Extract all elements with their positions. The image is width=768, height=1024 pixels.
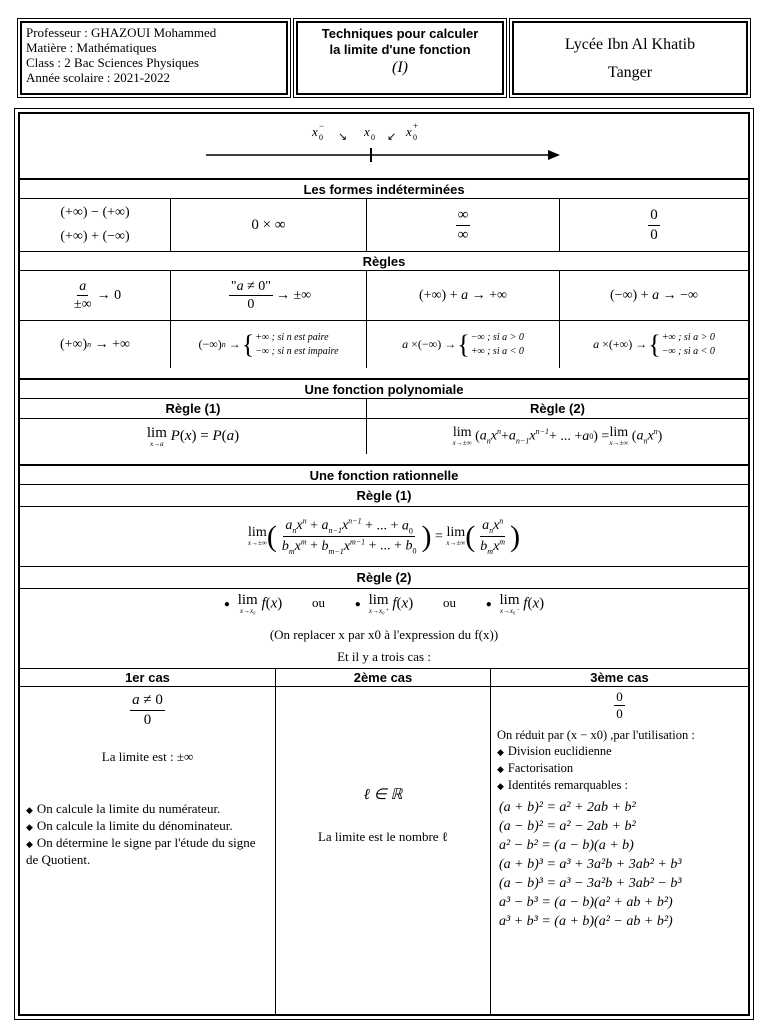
rational-rule-2-title: Règle (2) xyxy=(356,570,412,585)
form-infinity-over-infinity: $\frac{\infty}{\infty}$ xyxy=(366,199,559,251)
main-frame xyxy=(18,112,750,1016)
case-3-method-2: ◆ Factorisation xyxy=(497,761,574,775)
subject-label: Matière : Mathématiques xyxy=(26,40,157,55)
rule-minus-infinity-power-n: (−∞) n → { +∞ ; si n est paire −∞ ; si n est impaire xyxy=(170,321,366,368)
polynomial-rule-2-title: Règle (2) xyxy=(366,399,748,418)
identity-2: (a − b)² = a² − 2ab + b² xyxy=(499,819,636,834)
identities-list xyxy=(499,797,746,933)
title-line-1: Techniques pour calculer xyxy=(321,26,479,41)
identity-4: (a + b)³ = a³ + 3a²b + 3ab² + b³ xyxy=(499,857,682,872)
svg-text:0: 0 xyxy=(371,133,375,142)
polynomial-title-row xyxy=(20,378,748,398)
replace-note: (On replacer x par x0 à l'expression du f(x)) xyxy=(269,627,499,642)
cases-titles-row xyxy=(20,668,748,686)
case-2-panel xyxy=(275,687,490,1014)
rational-title: Une fonction rationnelle xyxy=(309,467,459,483)
svg-text:0: 0 xyxy=(319,133,323,142)
case-2-set: ℓ ∈ ℝ xyxy=(363,787,403,803)
rule-a-over-zero: $\frac{"a \ne 0"}{0}$ → ±∞ xyxy=(170,271,366,320)
three-cases-label: Et il y a trois cas : xyxy=(337,649,431,664)
svg-text:x: x xyxy=(406,124,412,139)
case-3-panel xyxy=(490,687,748,1014)
rule-a-times-minus-infinity: a ×(−∞) → { −∞ ; si a > 0 +∞ ; si a < 0 xyxy=(366,321,559,368)
case-1-limit: La limite est : ±∞ xyxy=(101,749,194,764)
form-infinity-difference: (+∞) − (+∞) (+∞) + (−∞) xyxy=(60,205,130,244)
case-2-title: 2ème cas xyxy=(275,669,490,686)
case-3-methods xyxy=(497,727,746,794)
svg-text:x: x xyxy=(312,124,318,139)
case-3-fraction: $\frac{0}{0}$ xyxy=(616,689,623,722)
polynomial-rule-2-formula: lim x→±∞ ( $a_nx^n$ + $a_{n-1}x^{n-1}$ + ... + a 0 ) = lim x→±∞ ( $a_nx^n$ ) xyxy=(366,419,748,454)
rational-rule-2-row xyxy=(20,588,748,668)
rational-rule-2-title-row xyxy=(20,566,748,588)
school-box xyxy=(512,21,748,95)
rules-title-row xyxy=(20,251,748,270)
number-line-graphic xyxy=(20,114,748,174)
identity-5: (a − b)³ = a³ − 3a²b + 3ab² − b³ xyxy=(499,876,682,891)
rule-plus-infinity-plus-a: (+∞) + a → +∞ xyxy=(366,271,559,320)
svg-text:−: − xyxy=(319,121,325,131)
identity-1: (a + b)² = a² + 2ab + b² xyxy=(499,800,636,815)
number-line-area xyxy=(20,114,748,174)
case-1-step-2: ◆ On calcule la limite du dénominateur. xyxy=(26,818,233,833)
case-3-title: 3ème cas xyxy=(490,669,748,686)
rational-rule-1-title: Règle (1) xyxy=(356,488,412,503)
polynomial-title: Une fonction polynomiale xyxy=(304,381,464,397)
case-1-title: 1er cas xyxy=(125,670,170,685)
or-label-1: ou xyxy=(312,595,326,611)
case-2-text: La limite est le nombre ℓ xyxy=(317,829,449,844)
teacher-info-box xyxy=(20,21,288,95)
polynomial-rule-titles-row xyxy=(20,398,748,418)
svg-text:x: x xyxy=(364,124,370,139)
svg-text:0: 0 xyxy=(413,133,417,142)
rational-rule-1-formula: lim x→±∞ ( $\frac{a_nx^n + a_{n-1}x^{n-1} + ... + a_0}{b_mx^m + b_{m-1}x^{m-1} + ... + b_0}$ ) = lim x→±∞ ( $\frac{a_nx^n}{b_mx^m}$ ) xyxy=(247,516,521,556)
polynomial-rules-row xyxy=(20,418,748,454)
case-1-step-1: ◆ On calcule la limite du numérateur. xyxy=(26,801,221,816)
form-zero-over-zero: $\frac{0}{0}$ xyxy=(559,199,748,251)
professor-label: Professeur : GHAZOUI Mohammed xyxy=(26,25,217,40)
case-1-step-3: ◆ On détermine le signe par l'étude du signe de Quotient. xyxy=(26,835,256,867)
rules-row-2 xyxy=(20,320,748,368)
polynomial-rule-1-formula: lim x→a P ( x ) = P ( a ) xyxy=(146,424,240,448)
indeterminate-title: Les formes indéterminées xyxy=(303,181,465,197)
class-label: Class : 2 Bac Sciences Physiques xyxy=(26,55,199,70)
rule-minus-infinity-plus-a: (−∞) + a → −∞ xyxy=(559,271,748,320)
rule-a-times-plus-infinity: a ×(+∞) → { +∞ ; si a > 0 −∞ ; si a < 0 xyxy=(559,321,748,368)
title-roman: (I) xyxy=(392,59,408,76)
case-3-reduce: On réduit par (x − x0) ,par l'utilisation : xyxy=(497,728,695,742)
svg-text:↙: ↙ xyxy=(387,131,397,143)
case-1-steps xyxy=(26,801,267,868)
year-label: Année scolaire : 2021-2022 xyxy=(26,70,171,85)
case-1-panel xyxy=(20,687,275,1014)
case-3-method-3: ◆ Identités remarquables : xyxy=(497,778,629,792)
or-label-2: ou xyxy=(442,595,456,611)
indeterminate-title-row xyxy=(20,178,748,198)
identity-3: a² − b² = (a − b)(a + b) xyxy=(499,838,634,853)
case-3-method-1: ◆ Division euclidienne xyxy=(497,744,612,758)
school-name: Lycée Ibn Al Khatib xyxy=(564,36,696,53)
identity-6: a³ − b³ = (a − b)(a² + ab + b²) xyxy=(499,895,673,910)
rule-a-over-infinity: $\frac{a}{\pm\infty}$ → 0 xyxy=(73,278,122,312)
school-city: Tanger xyxy=(607,64,653,81)
svg-text:+: + xyxy=(413,121,419,131)
indeterminate-forms-row xyxy=(20,198,748,251)
rational-title-row xyxy=(20,464,748,484)
form-zero-times-infinity: 0 × ∞ xyxy=(170,199,366,251)
identity-7: a³ + b³ = (a + b)(a² − ab + b²) xyxy=(499,914,673,929)
svg-text:↘: ↘ xyxy=(338,131,348,143)
case-1-fraction: $\frac{a \ne 0}{0}$ xyxy=(132,692,163,728)
polynomial-rule-1-title: Règle (1) xyxy=(165,401,221,416)
limit-points-line: ● lim x→x₀ f(x) ou ● lim x→x₀⁺ f(x) ou ● lim x→x₀⁻ f(x) xyxy=(223,592,545,615)
rules-row-1 xyxy=(20,270,748,320)
rule-plus-infinity-power-n: (+∞) n → +∞ xyxy=(59,336,131,352)
title-line-2: la limite d'une fonction xyxy=(329,42,471,57)
rules-title: Règles xyxy=(362,253,406,269)
document-title-box xyxy=(296,21,504,95)
cases-content-row xyxy=(20,686,748,1014)
rational-rule-1-row xyxy=(20,506,748,566)
rational-rule-1-title-row xyxy=(20,484,748,506)
